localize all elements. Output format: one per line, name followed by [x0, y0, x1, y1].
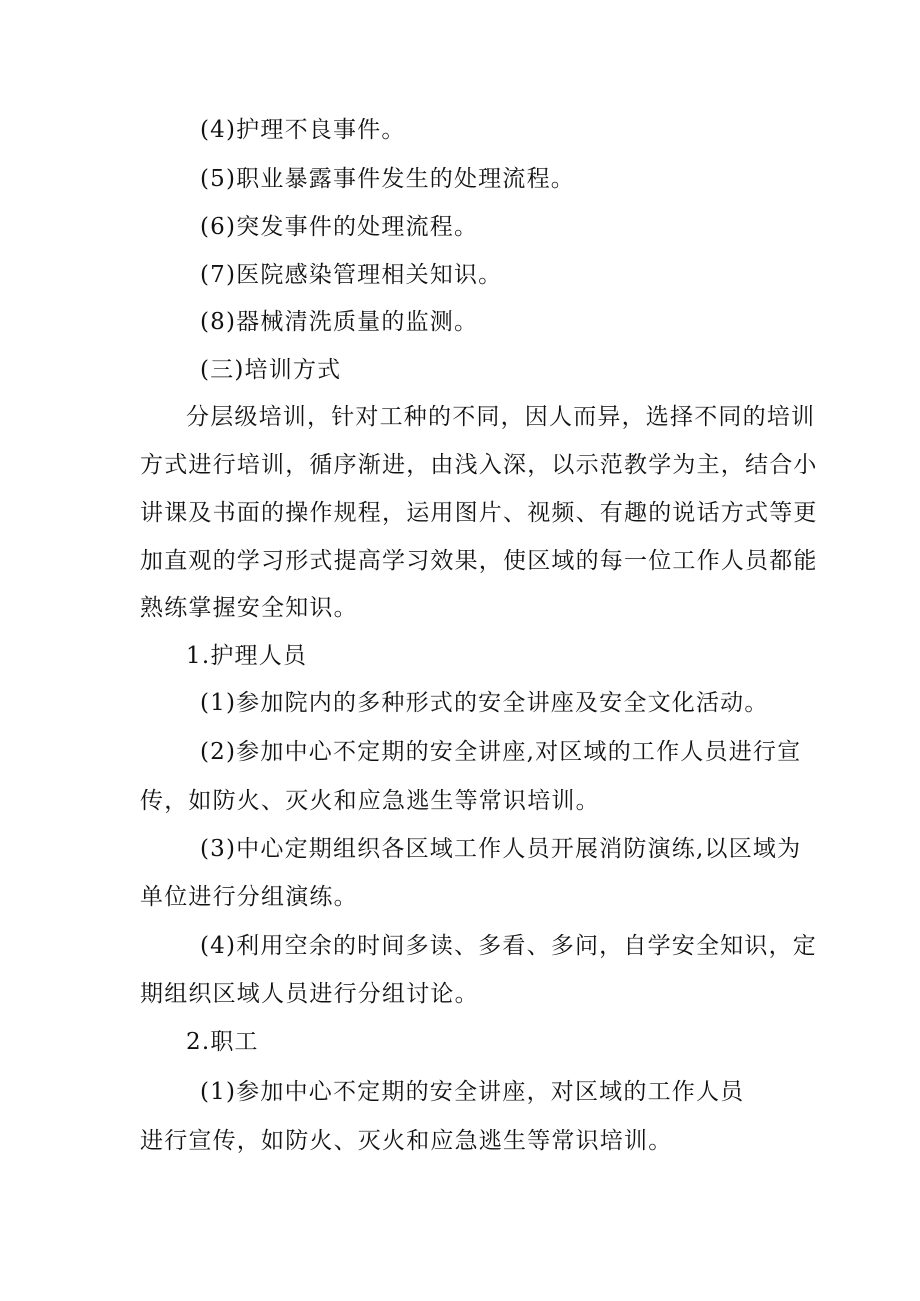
list-item: (7)医院感染管理相关知识。	[200, 262, 503, 288]
list-item: (8)器械清洗质量的监测。	[200, 309, 479, 335]
paragraph-line: 方式进行培训，循序渐进，由浅入深，以示范教学为主，结合小	[140, 452, 818, 478]
list-item: (1)参加院内的多种形式的安全讲座及安全文化活动。	[200, 690, 769, 716]
list-item-continuation: 单位进行分组演练。	[140, 884, 358, 910]
list-item: (5)职业暴露事件发生的处理流程。	[200, 166, 575, 192]
subsection-heading: 2.职工	[186, 1029, 259, 1055]
paragraph-line: 讲课及书面的操作规程，运用图片、视频、有趣的说话方式等更	[140, 500, 818, 526]
list-item: (4)利用空余的时间多读、多看、多问，自学安全知识，定	[200, 933, 817, 959]
list-item-continuation: 期组织区域人员进行分组讨论。	[140, 981, 479, 1007]
list-item: (4)护理不良事件。	[200, 117, 406, 143]
list-item: (6)突发事件的处理流程。	[200, 214, 479, 240]
section-heading: (三)培训方式	[200, 357, 342, 383]
paragraph-line: 分层级培训，针对工种的不同，因人而异，选择不同的培训	[186, 404, 816, 430]
list-item-continuation: 传，如防火、灭火和应急逃生等常识培训。	[140, 788, 600, 814]
list-item: (2)参加中心不定期的安全讲座,对区域的工作人员进行宣	[200, 739, 802, 765]
list-item-continuation: 进行宣传，如防火、灭火和应急逃生等常识培训。	[140, 1128, 673, 1154]
list-item: (1)参加中心不定期的安全讲座，对区域的工作人员	[200, 1079, 745, 1105]
subsection-heading: 1.护理人员	[186, 643, 308, 669]
paragraph-line: 熟练掌握安全知识。	[140, 595, 358, 621]
paragraph-line: 加直观的学习形式提高学习效果，使区域的每一位工作人员都能	[140, 548, 818, 574]
list-item: (3)中心定期组织各区域工作人员开展消防演练,以区域为	[200, 836, 802, 862]
